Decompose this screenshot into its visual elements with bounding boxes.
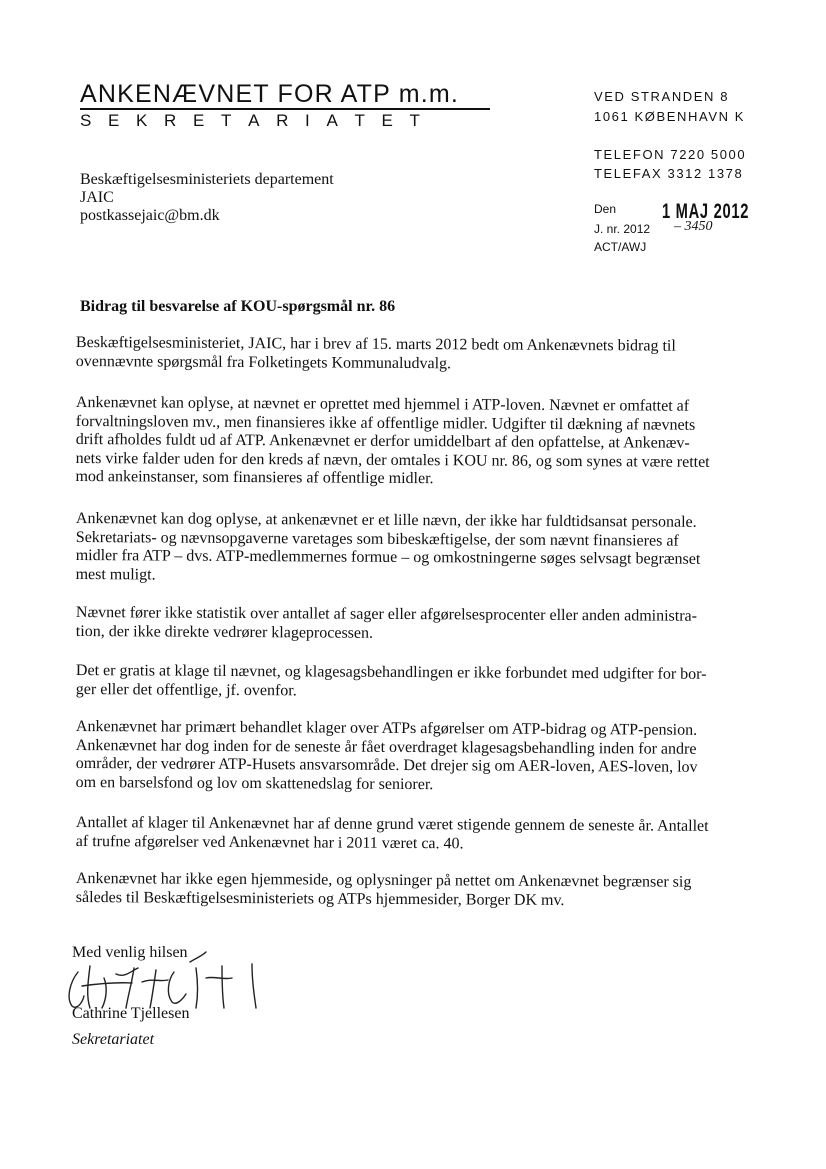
fax-number: TELEFAX 3312 1378	[594, 166, 744, 181]
recipient-unit: JAIC	[80, 189, 114, 206]
body-paragraph	[76, 334, 742, 375]
paragraph-line: mest muligt.	[75, 565, 156, 583]
subtitle-letter: A	[248, 111, 260, 130]
subtitle-letter: A	[326, 111, 338, 130]
subtitle-letter: E	[108, 111, 120, 130]
subtitle-letter: T	[409, 111, 420, 130]
body-paragraph	[76, 662, 742, 703]
paragraph-line: ovennævnte spørgsmål fra Folketingets Kommunaludvalg.	[75, 352, 452, 372]
subtitle-letter: R	[276, 111, 289, 130]
closing-greeting: Med venlig hilsen	[72, 944, 188, 961]
journal-number-label: J. nr. 2012	[594, 222, 651, 236]
paragraph-line: således til Beskæftigelsesministeriets og ATPs hjemmesider, Borger DK mv.	[75, 888, 565, 909]
subtitle-letter: K	[136, 111, 148, 130]
paragraph-line: Beskæftigelsesministeriet, JAIC, har i brev af 15. marts 2012 bedt om Ankenævnets bidrag til	[75, 334, 676, 355]
paragraph-line: drift afholdes fuldt ud af ATP. Ankenævnet er derfor umiddelbart af den opfattelse, at Ankenæv-	[75, 430, 690, 452]
organization-title: ANKENÆVNET FOR ATP m.m.	[80, 80, 460, 108]
paragraph-line: Nævnet fører ikke statistik over antallet af sager eller afgørelsesprocenter eller anden administra-	[75, 604, 698, 625]
journal-number-handwritten: – 3450	[674, 219, 713, 234]
case-initials: ACT/AWJ	[594, 240, 647, 254]
body-paragraph	[76, 510, 742, 588]
address-city: 1061 KØBENHAVN K	[594, 109, 746, 124]
paragraph-line: Ankenævnet kan dog oplyse, at ankenævnet er et lille nævn, der ikke har fuldtidsansat personale.	[75, 510, 697, 531]
date-label: Den	[594, 202, 617, 216]
signer-name: Cathrine Tjellesen	[72, 1005, 190, 1022]
organization-subtitle	[80, 111, 420, 131]
subtitle-letter: T	[221, 111, 232, 130]
subtitle-letter: R	[164, 111, 177, 130]
paragraph-line: Ankenævnet har dog inden for de seneste år fået overdraget klagesagsbehandling inden for andre	[75, 736, 697, 758]
paragraph-line: tion, der ikke direkte vedrører klageprocessen.	[75, 622, 374, 642]
title-underline	[80, 108, 490, 110]
paragraph-line: Ankenævnet kan oplyse, at nævnet er oprettet med hjemmel i ATP-loven. Nævnet er omfattet af	[75, 394, 690, 415]
paragraph-line: Antallet af klager til Ankenævnet har af denne grund været stigende gennem de seneste år. Antallet	[75, 814, 709, 835]
subtitle-letter: I	[305, 111, 310, 130]
subtitle-letter: E	[193, 111, 205, 130]
letter-subject: Bidrag til besvarelse af KOU-spørgsmål nr. 86	[80, 298, 396, 315]
paragraph-line: ger eller det offentlige, jf. ovenfor.	[75, 680, 297, 699]
paragraph-line: mod ankeinstanser, som finansieres af offentlige midler.	[75, 467, 434, 488]
signer-role: Sekretariatet	[72, 1031, 155, 1048]
body-paragraph	[76, 718, 742, 796]
phone-number: TELEFON 7220 5000	[594, 147, 747, 162]
paragraph-line: Det er gratis at klage til nævnet, og klagesagsbehandlingen er ikke forbundet med udgifter for bor-	[75, 662, 707, 683]
recipient-email: postkassejaic@bm.dk	[80, 207, 220, 224]
paragraph-line: Sekretariats- og nævnsopgaverne varetages som bibeskæftigelse, der som nævnt finansieres af	[75, 528, 679, 550]
paragraph-line: midler fra ATP – dvs. ATP-medlemmernes formue – og omkostningerne søges selvsagt begrænset	[75, 546, 701, 568]
body-paragraph	[76, 604, 742, 645]
body-paragraph	[75, 394, 742, 491]
subtitle-letter: S	[80, 111, 92, 130]
paragraph-line: af trufne afgørelser ved Ankenævnet har i 2011 været ca. 40.	[75, 832, 464, 852]
paragraph-line: nets virke falder uden for den kreds af nævn, der omtales i KOU nr. 86, og som synes at være rettet	[75, 449, 710, 471]
recipient-department: Beskæftigelsesministeriets departement	[80, 171, 334, 188]
body-paragraph	[76, 814, 742, 855]
paragraph-line: om en barselsfond og lov om skattenedslag for seniorer.	[75, 773, 434, 793]
date-stamp: 1 MAJ 2012	[662, 200, 750, 223]
subtitle-letter: T	[354, 111, 365, 130]
paragraph-line: forvaltningsloven mv., men finansieres ikke af offentlige midler. Udgifter til dækning af nævnets	[75, 412, 696, 434]
address-street: VED STRANDEN 8	[594, 89, 730, 104]
subtitle-letter: E	[381, 111, 393, 130]
body-paragraph	[76, 870, 742, 911]
paragraph-line: Ankenævnet har ikke egen hjemmeside, og oplysninger på nettet om Ankenævnet begrænser sig	[75, 870, 692, 891]
paragraph-line: områder, der vedrører ATP-Husets ansvarsområde. Det drejer sig om AER-loven, AES-loven, lov	[75, 754, 698, 776]
paragraph-line: Ankenævnet har primært behandlet klager over ATPs afgørelser om ATP-bidrag og ATP-pension.	[75, 718, 698, 739]
